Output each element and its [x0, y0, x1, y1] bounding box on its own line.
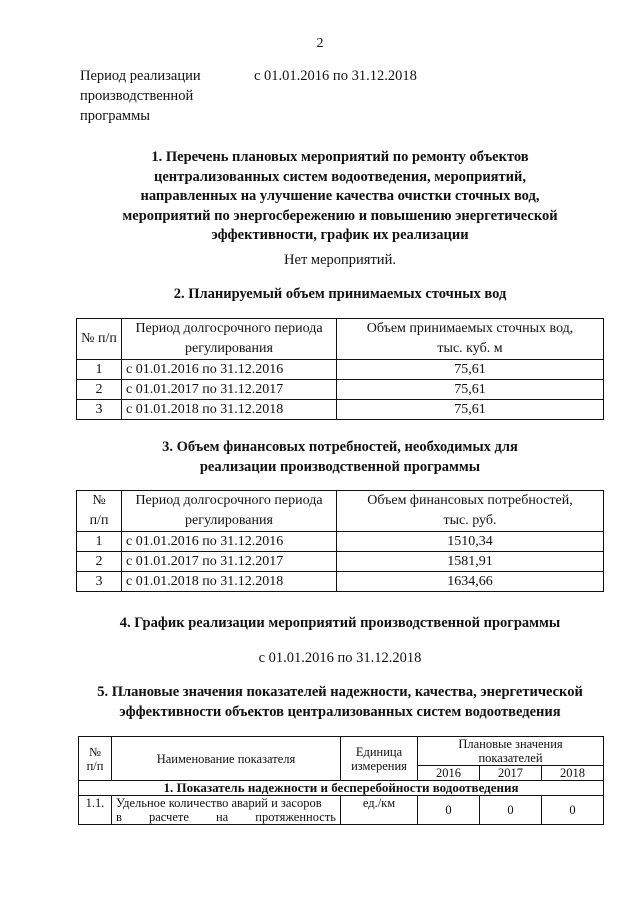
section5-title-line: 5. Плановые значения показателей надежности, качества, энергетической: [97, 684, 583, 700]
table-row: [77, 572, 604, 592]
header-num: [77, 491, 122, 532]
page-number: 2: [316, 36, 324, 51]
row-value: 1634,66: [337, 572, 604, 592]
table-header-row: [77, 491, 604, 532]
table-row: [77, 400, 604, 420]
row-value: 1510,34: [337, 532, 604, 552]
header-value-line: Объем принимаемых сточных вод,: [366, 321, 574, 336]
section5-title: [40, 683, 640, 722]
section5-table: [78, 736, 604, 825]
row-name-word: в: [116, 810, 122, 824]
header-period-line: Период долгосрочного периода: [135, 493, 323, 508]
section4-title: 4. График реализации мероприятий производственной программы: [119, 615, 561, 631]
row-num: 3: [77, 572, 122, 592]
header-plan-line: Плановые значения: [458, 737, 563, 751]
table-row: [77, 552, 604, 572]
section3-title-line: 3. Объем финансовых потребностей, необходимых для: [162, 439, 518, 455]
group-title: 1. Показатель надежности и бесперебойности водоотведения: [79, 781, 604, 796]
row-name-word: расчете: [148, 810, 189, 824]
header-num: [79, 737, 112, 781]
header-num: № п/п: [77, 319, 122, 360]
period-label-line: производственной: [80, 88, 194, 104]
header-num-line: №: [92, 493, 106, 508]
row-num: 1.1.: [79, 796, 112, 825]
row-unit: ед./км: [341, 796, 418, 825]
row-value: 1581,91: [337, 552, 604, 572]
header-period: [122, 319, 337, 360]
period-label-line: программы: [80, 108, 150, 124]
table-row: [77, 532, 604, 552]
header-unit-line: Единица: [355, 744, 403, 759]
row-period: с 01.01.2017 по 31.12.2017: [122, 552, 337, 572]
row-name-word: на: [215, 810, 229, 824]
row-value: 75,61: [337, 360, 604, 380]
header-unit-line: измерения: [351, 758, 407, 773]
row-num: 1: [77, 532, 122, 552]
header-value: [337, 491, 604, 532]
section1-title: [40, 148, 640, 246]
section3-title: [40, 438, 640, 477]
section2-title: 2. Планируемый объем принимаемых сточных вод: [173, 286, 507, 302]
row-num: 1: [77, 360, 122, 380]
header-indicator-name: Наименование показателя: [112, 737, 341, 781]
header-num-line: п/п: [89, 513, 109, 528]
header-plan-values: [418, 737, 604, 766]
header-plan-line: показателей: [478, 751, 543, 765]
section1-note: Нет мероприятий.: [284, 252, 396, 268]
row-period: с 01.01.2016 по 31.12.2016: [122, 532, 337, 552]
row-value: 0: [418, 796, 480, 825]
header-unit: [341, 737, 418, 781]
header-year: 2016: [418, 766, 480, 781]
row-num: 3: [77, 400, 122, 420]
table-header-row: [77, 319, 604, 360]
header-value: [337, 319, 604, 360]
row-num: 2: [77, 380, 122, 400]
table-header-row: [79, 737, 604, 766]
table-row: [79, 796, 604, 825]
row-name-word: протяженность: [255, 810, 336, 824]
header-num-line: п/п: [86, 758, 104, 773]
row-value: 0: [541, 796, 603, 825]
header-period-line: регулирования: [185, 513, 273, 528]
row-period: с 01.01.2017 по 31.12.2017: [122, 380, 337, 400]
section1-title-line: 1. Перечень плановых мероприятий по ремонту объектов: [151, 149, 529, 165]
header-period-line: регулирования: [185, 341, 273, 356]
section2-table: [76, 318, 604, 420]
row-period: с 01.01.2018 по 31.12.2018: [122, 572, 337, 592]
header-period: [122, 491, 337, 532]
period-label-line: Период реализации: [80, 68, 201, 84]
header-value-line: тыс. руб.: [443, 513, 497, 528]
row-value: 0: [479, 796, 541, 825]
section1-title-line: направленных на улучшение качества очистки сточных вод,: [140, 188, 540, 204]
header-period-line: Период долгосрочного периода: [135, 321, 323, 336]
row-name-line: Удельное количество аварий и засоров: [116, 796, 322, 810]
period-label: [80, 66, 201, 126]
header-value-line: Объем финансовых потребностей,: [367, 493, 573, 508]
table-row: [77, 380, 604, 400]
header-num-line: №: [89, 744, 101, 759]
section1-title-line: эффективности, график их реализации: [211, 227, 469, 243]
row-period: с 01.01.2016 по 31.12.2016: [122, 360, 337, 380]
section3-title-line: реализации производственной программы: [199, 458, 481, 475]
table-row: [77, 360, 604, 380]
section4-period: с 01.01.2016 по 31.12.2018: [258, 650, 422, 666]
section3-table: [76, 490, 604, 592]
header-year: 2018: [541, 766, 603, 781]
header-year: 2017: [479, 766, 541, 781]
table-group-row: [79, 781, 604, 796]
section5-title-line: эффективности объектов централизованных систем водоотведения: [119, 703, 561, 720]
section1-title-line: мероприятий по энергосбережению и повышению энергетической: [122, 207, 558, 224]
row-period: с 01.01.2018 по 31.12.2018: [122, 400, 337, 420]
section1-title-line: централизованных систем водоотведения, мероприятий,: [154, 168, 526, 185]
period-value: с 01.01.2016 по 31.12.2018: [254, 68, 417, 84]
row-value: 75,61: [337, 400, 604, 420]
header-value-line: тыс. куб. м: [437, 341, 503, 356]
row-indicator-name: [112, 796, 341, 825]
row-name-line: [116, 810, 336, 824]
row-num: 2: [77, 552, 122, 572]
row-value: 75,61: [337, 380, 604, 400]
